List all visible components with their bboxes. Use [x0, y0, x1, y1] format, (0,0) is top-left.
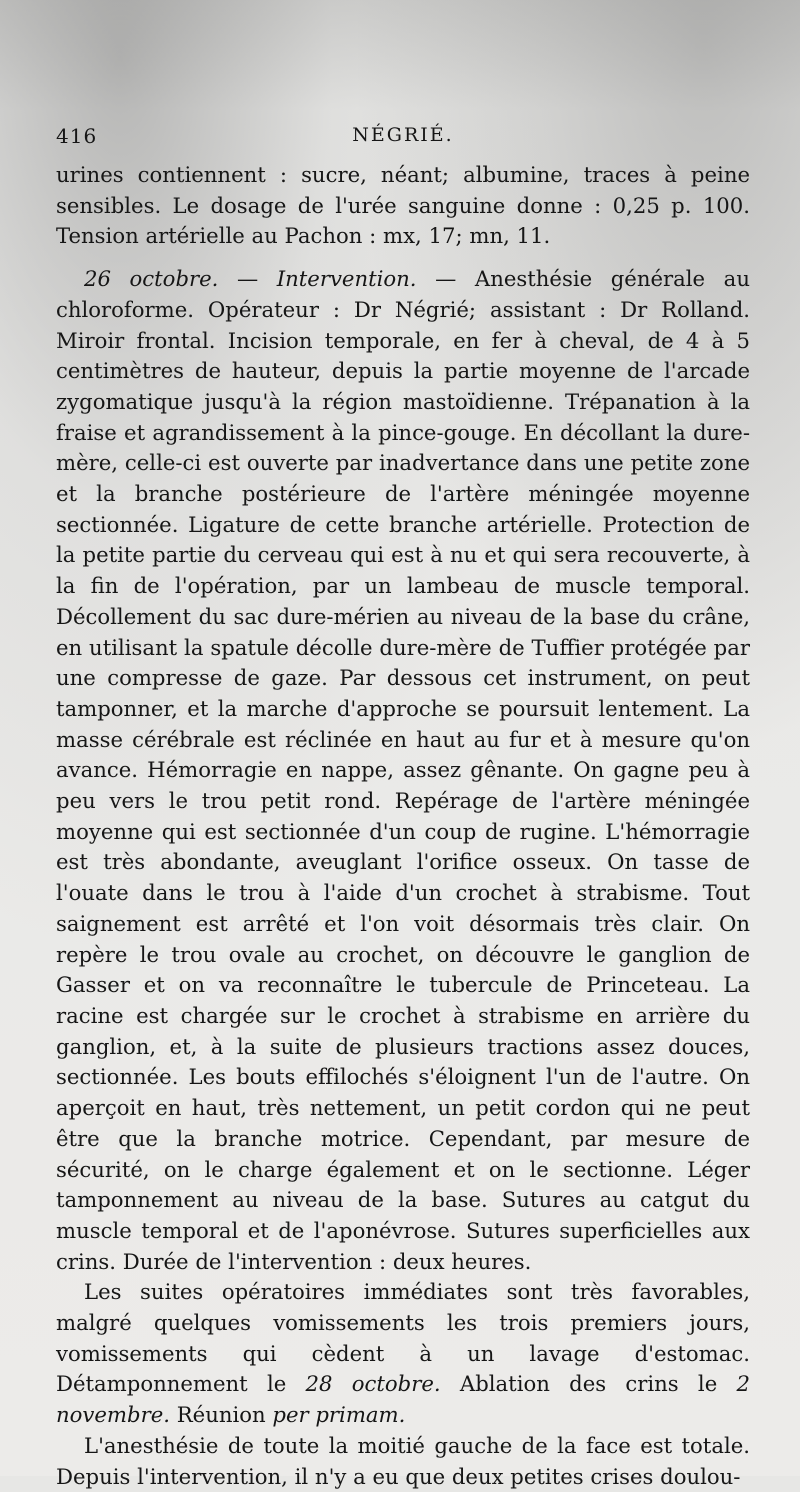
- paragraph-text: Anesthésie générale au chloroforme. Opérateur : Dr Négrié; assistant : Dr Rolland. Miroir frontal. Incision temporale, en fer à cheval, de 4 à 5 centimètres de hauteur, depuis la partie moyenne de l'arcade zygomatique jusqu'à la région mastoïdienne. Trépanation à la fraise et agrandissement à la pince-gouge. En décollant la dure-mère, celle-ci est ouverte par inadvertance dans une petite zone et la branche postérieure de l'artère méningée moyenne sectionnée. Ligature de cette branche artérielle. Protection de la petite partie du cerveau qui est à nu et qui sera recouverte, à la fin de l'opération, par un lambeau de muscle temporal. Décollement du sac dure-mérien au niveau de la base du crâne, en utilisant la spatule décolle dure-mère de Tuffier protégée par une compresse de gaze. Par dessous cet instrument, on peut tamponner, et la marche d'approche se poursuit lentement. La masse cérébrale est réclinée en haut au fur et à mesure qu'on avance. Hémorragie en nappe, assez gênante. On gagne peu à peu vers le trou petit rond. Repérage de l'artère méningée moyenne qui est sectionnée d'un coup de rugine. L'hémorragie est très abondante, aveuglant l'orifice osseux. On tasse de l'ouate dans le trou à l'aide d'un crochet à strabisme. Tout saignement est arrêté et l'on voit désormais très clair. On repère le trou ovale au crochet, on découvre le ganglion de Gasser et on va reconnaître le tubercule de Princeteau. La racine est chargée sur le crochet à strabisme en arrière du ganglion, et, à la suite de plusieurs tractions assez douces, sectionnée. Les bouts effilochés s'éloignent l'un de l'autre. On aperçoit en haut, très nettement, un petit cordon qui ne peut être que la branche motrice. Cependant, par mesure de sécurité, on le charge également et on le sectionne. Léger tamponnement au niveau de la base. Sutures au catgut du muscle temporal et de l'aponévrose. Sutures superficielles aux crins. Durée de l'intervention : deux heures.: [56, 266, 750, 1274]
- paragraph-suites: [56, 1277, 750, 1431]
- body-text: [56, 160, 750, 1492]
- date-detamponnement: 28 octobre.: [305, 1371, 441, 1397]
- latin-phrase: per primam.: [272, 1402, 406, 1428]
- date-ablation: 2 novembre.: [56, 1371, 750, 1428]
- page-number: 416: [56, 124, 98, 148]
- dash-separator: —: [218, 266, 277, 292]
- running-title: NÉGRIÉ.: [352, 124, 454, 146]
- paragraph-urines: [56, 160, 750, 252]
- intervention-title: Intervention.: [276, 266, 417, 292]
- dash-separator: —: [416, 266, 475, 292]
- paragraph-text: urines contiennent : sucre, néant; albumine, traces à peine sensibles. Le dosage de l'urée sanguine donne : 0,25 p. 100. Tension artérielle au Pachon : mx, 17; mn, 11.: [56, 162, 750, 249]
- paragraph-text: L'anesthésie de toute la moitié gauche de la face est totale. Depuis l'intervention, il n'y a eu que deux petites crises doulou-: [56, 1432, 750, 1489]
- paragraph-intervention: [56, 264, 750, 1277]
- running-head: [56, 124, 750, 154]
- paragraph-text: Les suites opératoires immédiates sont très favorables, malgré quelques vomissements les trois premiers jours, vomissements qui cèdent à un lavage d'estomac. Détamponnement le: [56, 1279, 750, 1397]
- intervention-date: 26 octobre.: [84, 266, 219, 292]
- paragraph-anesthesie: [56, 1431, 750, 1492]
- paragraph-text: Ablation des crins le: [440, 1371, 737, 1397]
- paragraph-text: Réunion: [169, 1402, 273, 1428]
